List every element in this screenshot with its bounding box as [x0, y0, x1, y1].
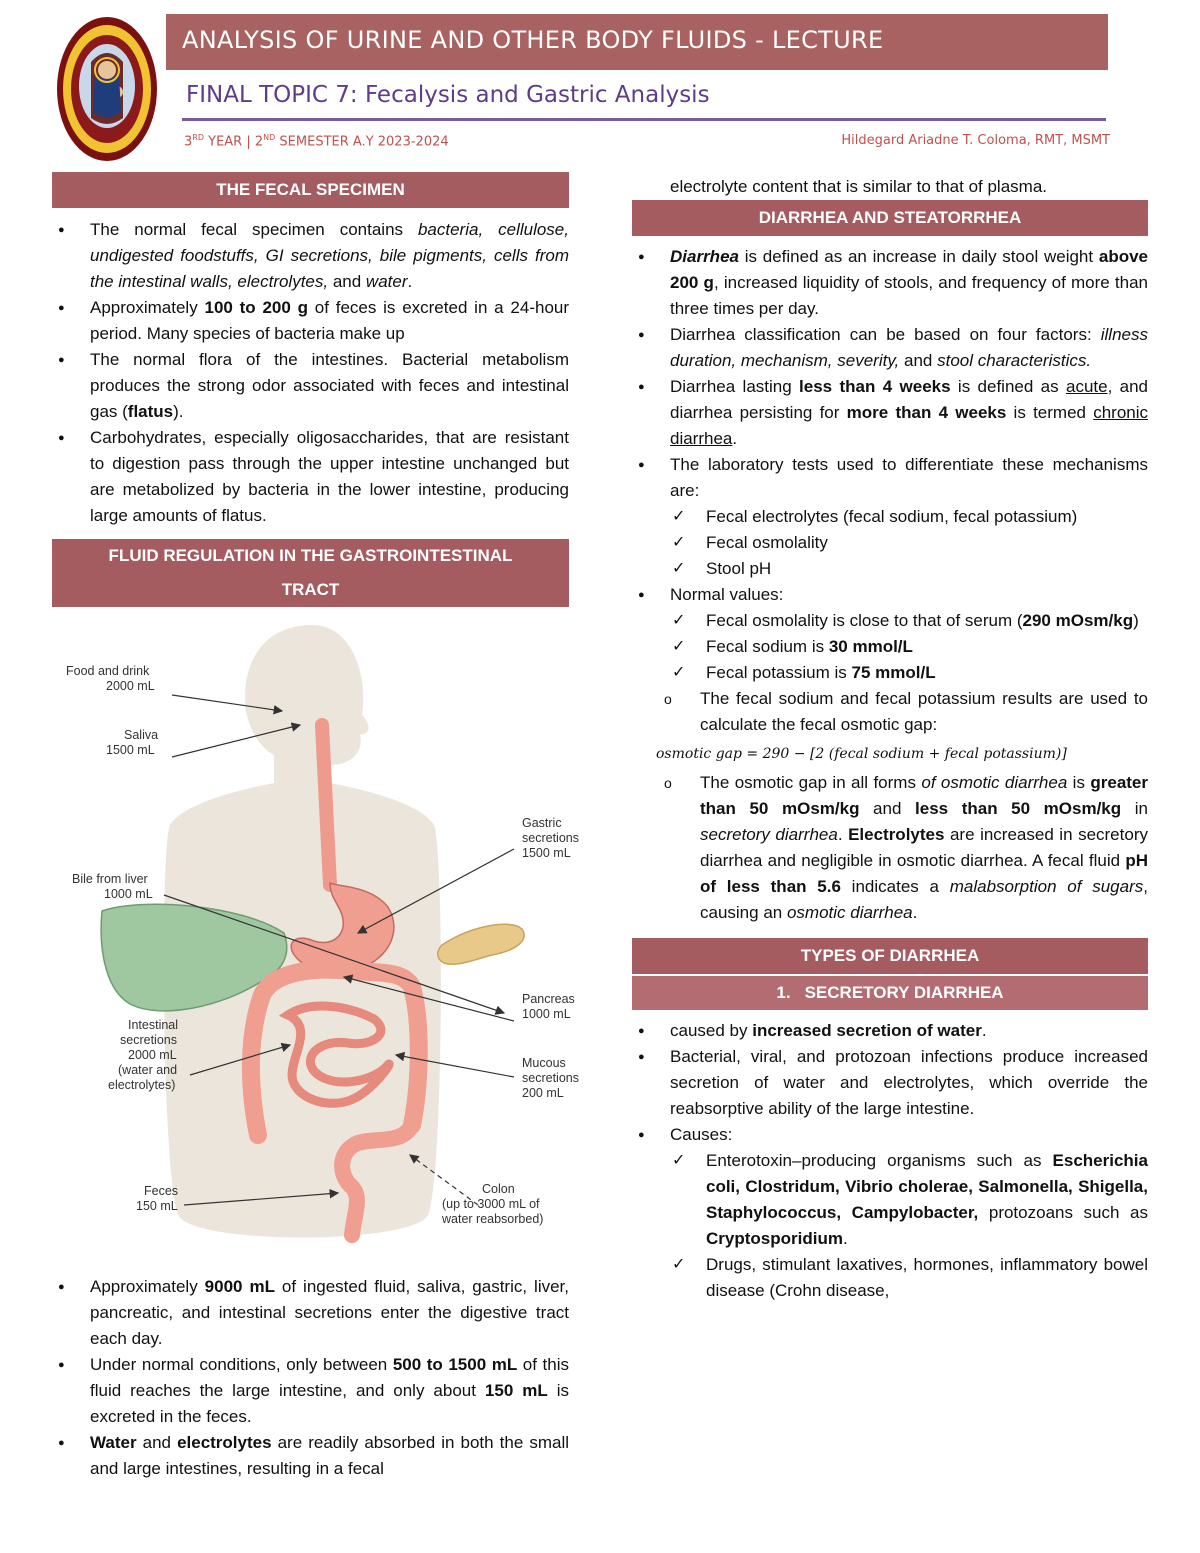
- university-seal-logo: [55, 14, 159, 164]
- list-item: ● caused by increased secretion of water.: [632, 1018, 1148, 1044]
- list-item: ● Diarrhea classification can be based on four factors: illness duration, mechanism, severity, and stool characteristics.: [632, 322, 1148, 374]
- list-item: ● Normal values: ✓ Fecal osmolality is close to that of serum (290 mOsm/kg) ✓ Fecal sodium is 30 mmol/L ✓ Fecal potassium is 75 mmol/L: [632, 582, 1148, 686]
- label-pancreas: Pancreas: [522, 992, 575, 1006]
- section-heading-fecal-specimen: THE FECAL SPECIMEN: [52, 172, 569, 208]
- label-bile-volume: 1000 mL: [104, 887, 153, 901]
- list-item: ● Approximately 100 to 200 g of feces is excreted in a 24-hour period. Many species of bacteria make up: [52, 295, 569, 347]
- check-item: ✓ Fecal electrolytes (fecal sodium, fecal potassium): [670, 504, 1148, 530]
- osmotic-gap-note: [594, 686, 1148, 738]
- osmotic-gap-interpretation: [594, 770, 1148, 926]
- course-title: ANALYSIS OF URINE AND OTHER BODY FLUIDS - LECTURE: [182, 26, 884, 54]
- list-item: ● Diarrhea lasting less than 4 weeks is defined as acute, and diarrhea persisting for more than 4 weeks is termed chronic diarrhea.: [632, 374, 1148, 452]
- section-heading-types-of-diarrhea: TYPES OF DIARRHEA: [632, 938, 1148, 974]
- label-gastric-volume: 1500 mL: [522, 846, 571, 860]
- osmotic-gap-formula: osmotic gap = 290 − [2 (fecal sodium + fecal potassium)]: [656, 746, 1067, 762]
- list-item: ● The normal flora of the intestines. Bacterial metabolism produces the strong odor associated with feces and intestinal gas (flatus).: [52, 347, 569, 425]
- fecal-specimen-list: [52, 217, 569, 529]
- list-item: ● Bacterial, viral, and protozoan infections produce increased secretion of water and electrolytes, which override the reabsorptive ability of the large intestine.: [632, 1044, 1148, 1122]
- label-colon-water: water reabsorbed): [442, 1212, 544, 1226]
- check-item: ✓ Fecal sodium is 30 mmol/L: [670, 634, 1148, 660]
- fluid-regulation-list: [52, 1274, 569, 1482]
- label-mucous: Mucous: [522, 1056, 566, 1070]
- esophagus: [322, 725, 330, 885]
- continuation-text: electrolyte content that is similar to that of plasma.: [670, 177, 1048, 196]
- list-item: ● Under normal conditions, only between 500 to 1500 mL of this fluid reaches the large intestine, and only about 150 mL is excreted in the feces.: [52, 1352, 569, 1430]
- label-food-and-drink: Food and drink: [66, 664, 150, 678]
- label-colon-reabsorb: (up to 3000 mL of: [442, 1197, 540, 1211]
- label-mucous-volume: 200 mL: [522, 1086, 564, 1100]
- label-intestinal-secretions: secretions: [120, 1033, 177, 1047]
- label-bile: Bile from liver: [72, 872, 148, 886]
- causes-list: [670, 1148, 1148, 1304]
- label-mucous-secretions: secretions: [522, 1071, 579, 1085]
- list-item: ● The laboratory tests used to differentiate these mechanisms are: ✓ Fecal electrolytes (fecal sodium, fecal potassium) ✓ Fecal osmolality ✓ Stool pH: [632, 452, 1148, 582]
- label-gastric: Gastric: [522, 816, 562, 830]
- label-feces-volume: 150 mL: [136, 1199, 178, 1213]
- section-heading-diarrhea-steatorrhea: DIARRHEA AND STEATORRHEA: [632, 200, 1148, 236]
- check-item: ✓ Drugs, stimulant laxatives, hormones, inflammatory bowel disease (Crohn disease,: [670, 1252, 1148, 1304]
- author-name: Hildegard Ariadne T. Coloma, RMT, MSMT: [841, 133, 1110, 148]
- diarrhea-list: [632, 244, 1148, 686]
- label-intestinal-water: (water and: [118, 1063, 178, 1077]
- list-item: ● The normal fecal specimen contains bacteria, cellulose, undigested foodstuffs, GI secretions, bile pigments, cells from the intestinal walls, electrolytes, and water.: [52, 217, 569, 295]
- semester-info: 3RD YEAR | 2ND SEMESTER A.Y 2023-2024: [184, 133, 449, 150]
- sub-item: o The osmotic gap in all forms of osmotic diarrhea is greater than 50 mOsm/kg and less than 50 mOsm/kg in secretory diarrhea. Electrolytes are increased in secretory diarrhea and negligible in osmotic diarrhea. A fecal fluid pH of less than 5.6 indicates a malabsorption of sugars, causing an osmotic diarrhea.: [594, 770, 1148, 926]
- check-item: ✓ Fecal osmolality is close to that of serum (290 mOsm/kg): [670, 608, 1148, 634]
- check-item: ✓ Stool pH: [670, 556, 1148, 582]
- pancreas: [438, 924, 524, 964]
- label-intestinal-volume: 2000 mL: [128, 1048, 177, 1062]
- left-column: [52, 172, 579, 1482]
- check-item: ✓ Fecal potassium is 75 mmol/L: [670, 660, 1148, 686]
- list-item: ● Causes: ✓ Enterotoxin–producing organisms such as Escherichia coli, Clostridum, Vibrio cholerae, Salmonella, Shigella, Staphylococcus, Campylobacter, protozoans such as Cryptosporidium. ✓ Drugs, stimulant laxatives, hormones, inflammatory bowel disease (Crohn disease,: [632, 1122, 1148, 1304]
- check-item: ✓ Fecal osmolality: [670, 530, 1148, 556]
- sub-item: o The fecal sodium and fecal potassium results are used to calculate the fecal osmotic gap:: [594, 686, 1148, 738]
- secretory-diarrhea-list: [632, 1018, 1148, 1304]
- topic-title: FINAL TOPIC 7: Fecalysis and Gastric Analysis: [186, 82, 710, 108]
- label-saliva-volume: 1500 mL: [106, 743, 155, 757]
- lab-tests-list: [670, 504, 1148, 582]
- label-intestinal-electrolytes: electrolytes): [108, 1078, 176, 1092]
- gi-fluid-diagram: [52, 615, 579, 1265]
- subheading-secretory-diarrhea: 1. SECRETORY DIARRHEA: [632, 976, 1148, 1010]
- list-item: ● Water and electrolytes are readily absorbed in both the small and large intestines, resulting in a fecal: [52, 1430, 569, 1482]
- list-item: ● Approximately 9000 mL of ingested fluid, saliva, gastric, liver, pancreatic, and intestinal secretions enter the digestive tract each day.: [52, 1274, 569, 1352]
- right-column: [632, 172, 1148, 1304]
- section-heading-fluid-regulation: FLUID REGULATION IN THE GASTROINTESTINAL TRACT: [52, 539, 569, 607]
- label-saliva: Saliva: [124, 728, 159, 742]
- label-food-volume: 2000 mL: [106, 679, 155, 693]
- normal-values-list: [670, 608, 1148, 686]
- list-item: ● Diarrhea is defined as an increase in daily stool weight above 200 g, increased liquidity of stools, and frequency of more than three times per day.: [632, 244, 1148, 322]
- list-item: ● Carbohydrates, especially oligosaccharides, that are resistant to digestion pass through the upper intestine unchanged but are metabolized by bacteria in the lower intestine, producing large amounts of flatus.: [52, 425, 569, 529]
- header-divider: [182, 118, 1106, 121]
- label-colon: Colon: [482, 1182, 515, 1196]
- check-item: ✓ Enterotoxin–producing organisms such as Escherichia coli, Clostridum, Vibrio cholerae, Salmonella, Shigella, Staphylococcus, Campylobacter, protozoans such as Cryptosporidium.: [670, 1148, 1148, 1252]
- label-pancreas-volume: 1000 mL: [522, 1007, 571, 1021]
- label-feces: Feces: [144, 1184, 179, 1198]
- label-intestinal: Intestinal: [128, 1018, 179, 1032]
- label-gastric-secretions: secretions: [522, 831, 579, 845]
